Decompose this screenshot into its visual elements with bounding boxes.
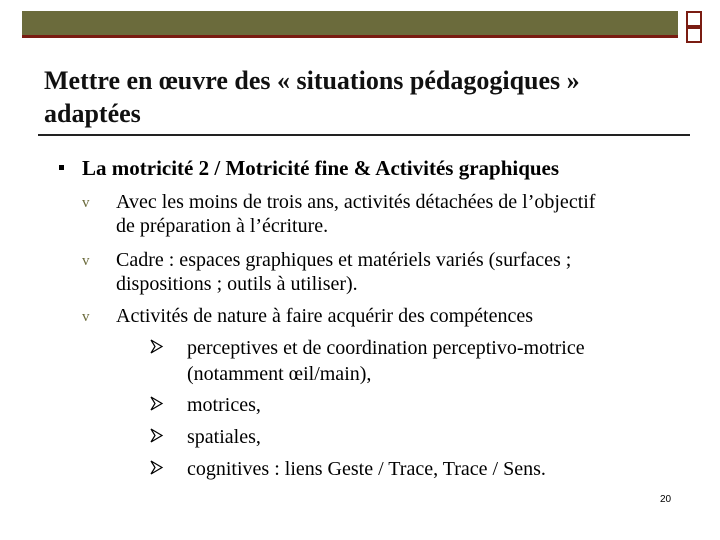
diamond-bullet-icon: v [82, 253, 90, 269]
arrow-bullet-icon [149, 428, 164, 443]
arrow-bullet-icon [149, 460, 164, 475]
section-heading: La motricité 2 / Motricité fine & Activités graphiques [82, 156, 560, 180]
list-item-2-line1: Cadre : espaces graphiques et matériels variés (surfaces ; [116, 249, 572, 271]
header-bar [22, 11, 678, 38]
list-item-1-line2: de préparation à l’écriture. [116, 215, 329, 237]
sub-item-1-line2: (notamment œil/main), [187, 363, 372, 385]
sub-item-4: cognitives : liens Geste / Trace, Trace / Sens. [187, 458, 546, 480]
arrow-bullet-icon [149, 396, 164, 411]
slide-title-line1: Mettre en œuvre des « situations pédagogiques » [44, 66, 580, 95]
header-bar-fill [24, 13, 676, 33]
list-item-1-line1: Avec les moins de trois ans, activités détachées de l’objectif [116, 191, 596, 213]
slide-title [44, 64, 684, 130]
corner-square-top [686, 11, 702, 27]
square-bullet-icon [59, 165, 64, 170]
sub-item-2: motrices, [187, 394, 261, 416]
list-item-2-line2: dispositions ; outils à utiliser). [116, 273, 358, 295]
sub-item-3: spatiales, [187, 426, 261, 448]
corner-square-bottom [686, 27, 702, 43]
arrow-bullet-icon [149, 339, 164, 354]
list-item-3-line1: Activités de nature à faire acquérir des compétences [116, 305, 534, 327]
diamond-bullet-icon: v [82, 309, 90, 325]
slide-title-line2: adaptées [44, 99, 141, 128]
sub-item-1-line1: perceptives et de coordination perceptivo-motrice [187, 337, 585, 359]
title-divider [38, 134, 690, 136]
page-number: 20 [660, 494, 672, 505]
diamond-bullet-icon: v [82, 195, 90, 211]
